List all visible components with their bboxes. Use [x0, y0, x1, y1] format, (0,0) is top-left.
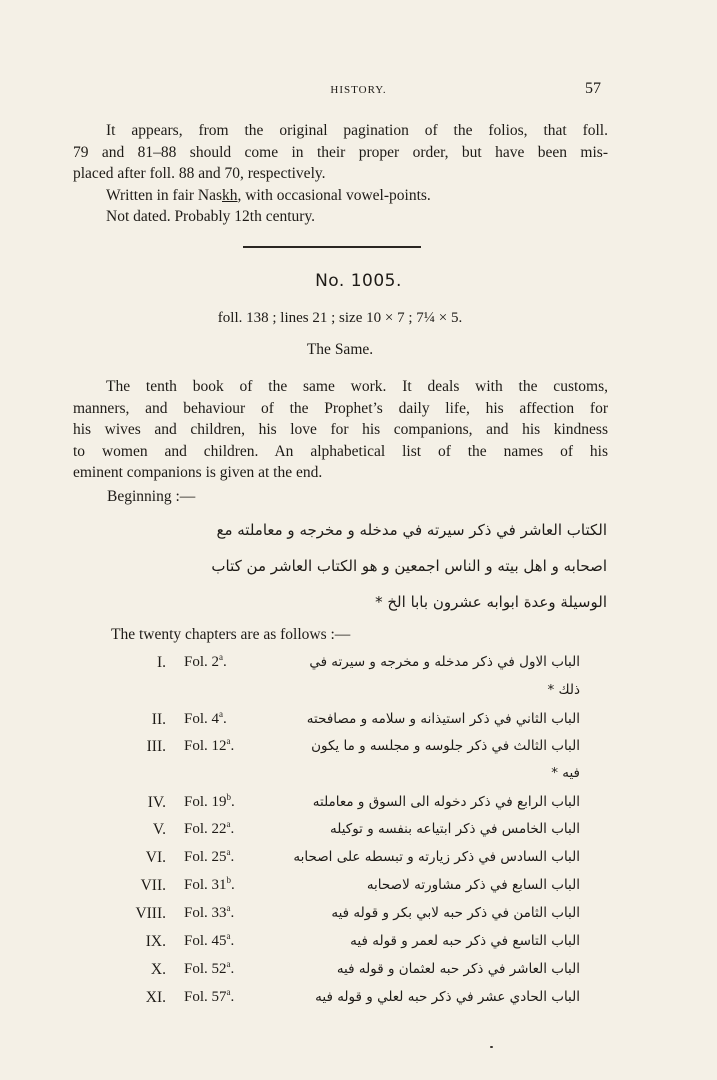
chapter-arabic: الباب الثاني في ذكر استيذانه و سلامه و مصافحته [306, 711, 580, 727]
folio-text: Fol. 2 [184, 654, 220, 670]
intro-paragraph [73, 120, 608, 228]
section-divider [243, 246, 421, 248]
intro-line: It appears, from the original pagination of the folios, that foll. [106, 122, 608, 139]
chapter-numeral: IV. [147, 794, 166, 811]
folio-side: a [219, 709, 224, 719]
arabic-line: الوسيلة وعدة ابوابه عشرون بابا الخ * [375, 593, 607, 611]
chapter-arabic: الباب السابع في ذكر مشاورته لاصحابه [366, 877, 580, 893]
print-speck [490, 1046, 493, 1048]
chapter-folio: Fol. 25$^a$. [184, 847, 235, 865]
text-fragment: , with occasional vowel-points. [237, 186, 431, 204]
intro-line [73, 185, 608, 207]
page-number: 57 [585, 80, 601, 97]
running-header: HISTORY. [330, 84, 387, 96]
folio-text: Fol. 52 [184, 961, 227, 977]
desc-line: eminent companions is given at the end. [73, 464, 323, 481]
beginning-label: Beginning :— [107, 488, 196, 505]
chapter-arabic: الباب الثالث في ذكر جلوسه و مجلسه و ما يكون [311, 738, 580, 754]
folio-side: a [226, 987, 231, 997]
chapter-row [0, 877, 717, 903]
chapter-folio: Fol. 45$^a$. [184, 931, 235, 949]
chapter-arabic: الباب الثامن في ذكر حبه لابي بكر و قوله فيه [331, 905, 580, 921]
intro-line: 79 and 81–88 should come in their proper order, but have been mis- [73, 143, 608, 161]
text-fragment: Written in fair Nas [106, 186, 223, 204]
chapters-intro: The twenty chapters are as follows :— [111, 626, 351, 643]
arabic-incipit [72, 512, 607, 620]
chapter-folio: Fol. 4$^a$. [184, 709, 227, 727]
chapter-row [0, 821, 717, 847]
intro-line: Not dated. Probably 12th century. [106, 208, 316, 225]
folio-text: Fol. 31 [184, 877, 227, 893]
chapter-numeral: X. [150, 961, 166, 978]
folio-text: Fol. 33 [184, 905, 227, 921]
chapter-folio: Fol. 12$^a$. [184, 736, 235, 754]
chapter-arabic: الباب الحادي عشر في ذكر حبه لعلي و قوله فيه [315, 989, 580, 1005]
folio-text: Fol. 45 [184, 933, 227, 949]
folio-text: Fol. 12 [184, 738, 227, 754]
folio-text: Fol. 25 [184, 849, 227, 865]
chapter-row [0, 849, 717, 875]
desc-line: manners, and behaviour of the Prophet’s daily life, his affection for [73, 399, 608, 417]
chapter-arabic: الباب الرابع في ذكر دخوله الى السوق و معاملته [312, 794, 580, 810]
entry-title: The Same. [306, 341, 374, 358]
chapter-arabic-continuation: ذلك * [547, 682, 580, 698]
chapter-numeral: I. [156, 654, 166, 671]
folio-text: Fol. 57 [184, 989, 227, 1005]
folio-side: a [226, 931, 231, 941]
intro-line: placed after foll. 88 and 70, respectively. [73, 165, 326, 182]
chapter-numeral: VII. [140, 877, 166, 894]
chapter-row [0, 989, 717, 1015]
entry-specs: foll. 138 ; lines 21 ; size 10 × 7 ; 7¼ × 5. [217, 310, 463, 326]
desc-line: to women and children. An alphabetical list of the names of his [73, 442, 608, 460]
chapter-folio: Fol. 52$^a$. [184, 959, 235, 977]
chapter-numeral: V. [152, 821, 166, 838]
folio-side: a [219, 652, 224, 662]
chapter-folio: Fol. 57$^a$. [184, 987, 235, 1005]
description-paragraph [73, 376, 608, 484]
chapter-folio: Fol. 31$^b$. [184, 875, 235, 893]
folio-side: b [226, 875, 232, 885]
chapter-arabic: الباب التاسع في ذكر حبه لعمر و قوله فيه [350, 933, 580, 949]
desc-line: The tenth book of the same work. It deals with the customs, [106, 378, 608, 395]
chapter-row [0, 654, 717, 680]
chapter-numeral: VIII. [135, 905, 166, 922]
folio-side: a [226, 819, 231, 829]
chapter-folio: Fol. 33$^a$. [184, 903, 235, 921]
folio-text: Fol. 19 [184, 794, 227, 810]
folio-side: a [226, 736, 231, 746]
chapter-numeral: II. [151, 711, 166, 728]
arabic-line: اصحابه و اهل بيته و الناس اجمعين و هو الكتاب العاشر من كتاب [211, 557, 607, 575]
chapter-numeral: IX. [145, 933, 166, 950]
chapter-arabic: الباب الاول في ذكر مدخله و مخرجه و سيرته في [309, 654, 580, 670]
arabic-line: الكتاب العاشر في ذكر سيرته في مدخله و مخرجه و معاملته مع [216, 521, 607, 539]
folio-text: Fol. 22 [184, 821, 227, 837]
chapter-row [0, 905, 717, 931]
chapter-folio: Fol. 19$^b$. [184, 792, 235, 810]
chapter-folio: Fol. 2$^a$. [184, 652, 227, 670]
chapter-row [0, 794, 717, 820]
chapter-arabic: الباب الخامس في ذكر ابتياعه بنفسه و توكيله [330, 821, 580, 837]
chapter-arabic: الباب السادس في ذكر زيارته و تبسطه على اصحابه [293, 849, 580, 865]
entry-number: No. 1005. [315, 271, 402, 291]
folio-text: Fol. 4 [184, 711, 220, 727]
chapter-row [0, 738, 717, 764]
chapter-numeral: III. [146, 738, 166, 755]
chapter-numeral: VI. [145, 849, 166, 866]
folio-side: a [226, 903, 231, 913]
folio-side: a [226, 959, 231, 969]
folio-side: b [226, 792, 232, 802]
chapter-row [0, 933, 717, 959]
transliteration-kh: kh [222, 186, 238, 204]
chapter-numeral: XI. [145, 989, 166, 1006]
chapter-arabic-continuation: فيه * [551, 765, 580, 781]
chapter-folio: Fol. 22$^a$. [184, 819, 235, 837]
chapter-row [0, 961, 717, 987]
folio-side: a [226, 847, 231, 857]
chapter-arabic: الباب العاشر في ذكر حبه لعثمان و قوله فيه [336, 961, 580, 977]
desc-line: his wives and children, his love for his companions, and his kindness [73, 421, 608, 438]
chapter-row [0, 711, 717, 737]
